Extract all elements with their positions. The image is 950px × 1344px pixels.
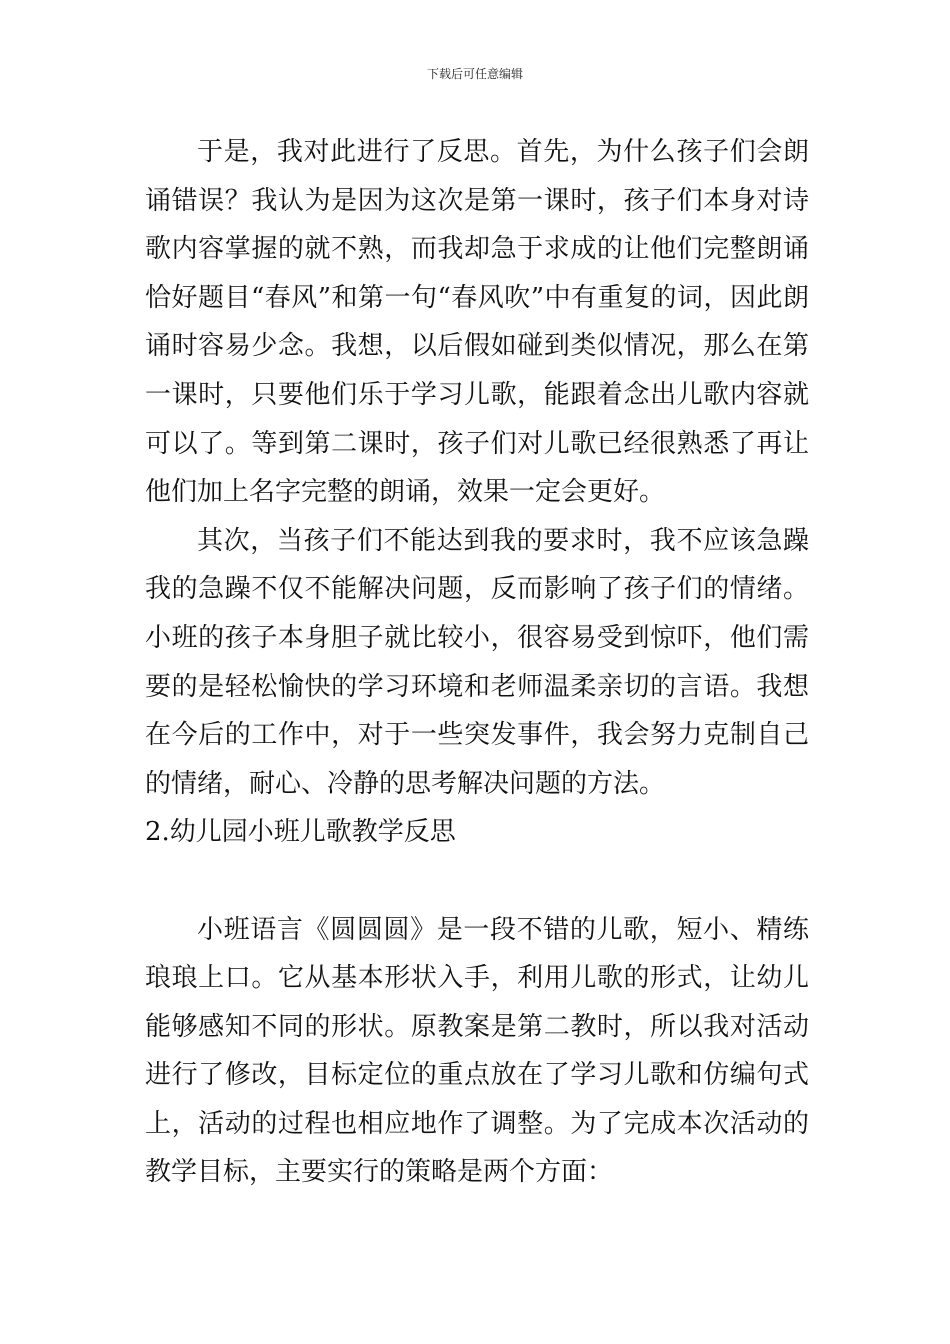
paragraph-second-point: 其次，当孩子们不能达到我的要求时，我不应该急躁我的急躁不仅不能解决问题，反而影响了孩子们的情绪。小班的孩子本身胆子就比较小，很容易受到惊吓，他们需要的是轻松愉快的学习环境和老师温柔亲切的言语。我想在今后的工作中，对于一些突发事件，我会努力克制自己的情绪，耐心、冷静的思考解决问题的方法。 [145, 525, 809, 799]
blank-line [145, 857, 809, 906]
document-body [145, 128, 809, 1197]
paragraph-reflection: 于是，我对此进行了反思。首先，为什么孩子们会朗诵错误？我认为是因为这次是第一课时，孩子们本身对诗歌内容掌握的就不熟，而我却急于求成的让他们完整朗诵恰好题目“春风”和第一句“春风吹”中有重复的词，因此朗诵时容易少念。我想，以后假如碰到类似情况，那么在第一课时，只要他们乐于学习儿歌，能跟着念出儿歌内容就可以了。等到第二课时，孩子们对儿歌已经很熟悉了再让他们加上名字完整的朗诵，效果一定会更好。 [145, 137, 809, 508]
page-header: 下载后可任意编辑 [426, 67, 523, 81]
section-heading: 2.幼儿园小班儿歌教学反思 [145, 817, 456, 848]
paragraph-lesson-intro: 小班语言《圆圆圆》是一段不错的儿歌，短小、精练琅琅上口。它从基本形状入手，利用儿歌的形式，让幼儿能够感知不同的形状。原教案是第二教时，所以我对活动进行了修改，目标定位的重点放在了学习儿歌和仿编句式上，活动的过程也相应地作了调整。为了完成本次活动的教学目标，主要实行的策略是两个方面： [145, 914, 809, 1188]
